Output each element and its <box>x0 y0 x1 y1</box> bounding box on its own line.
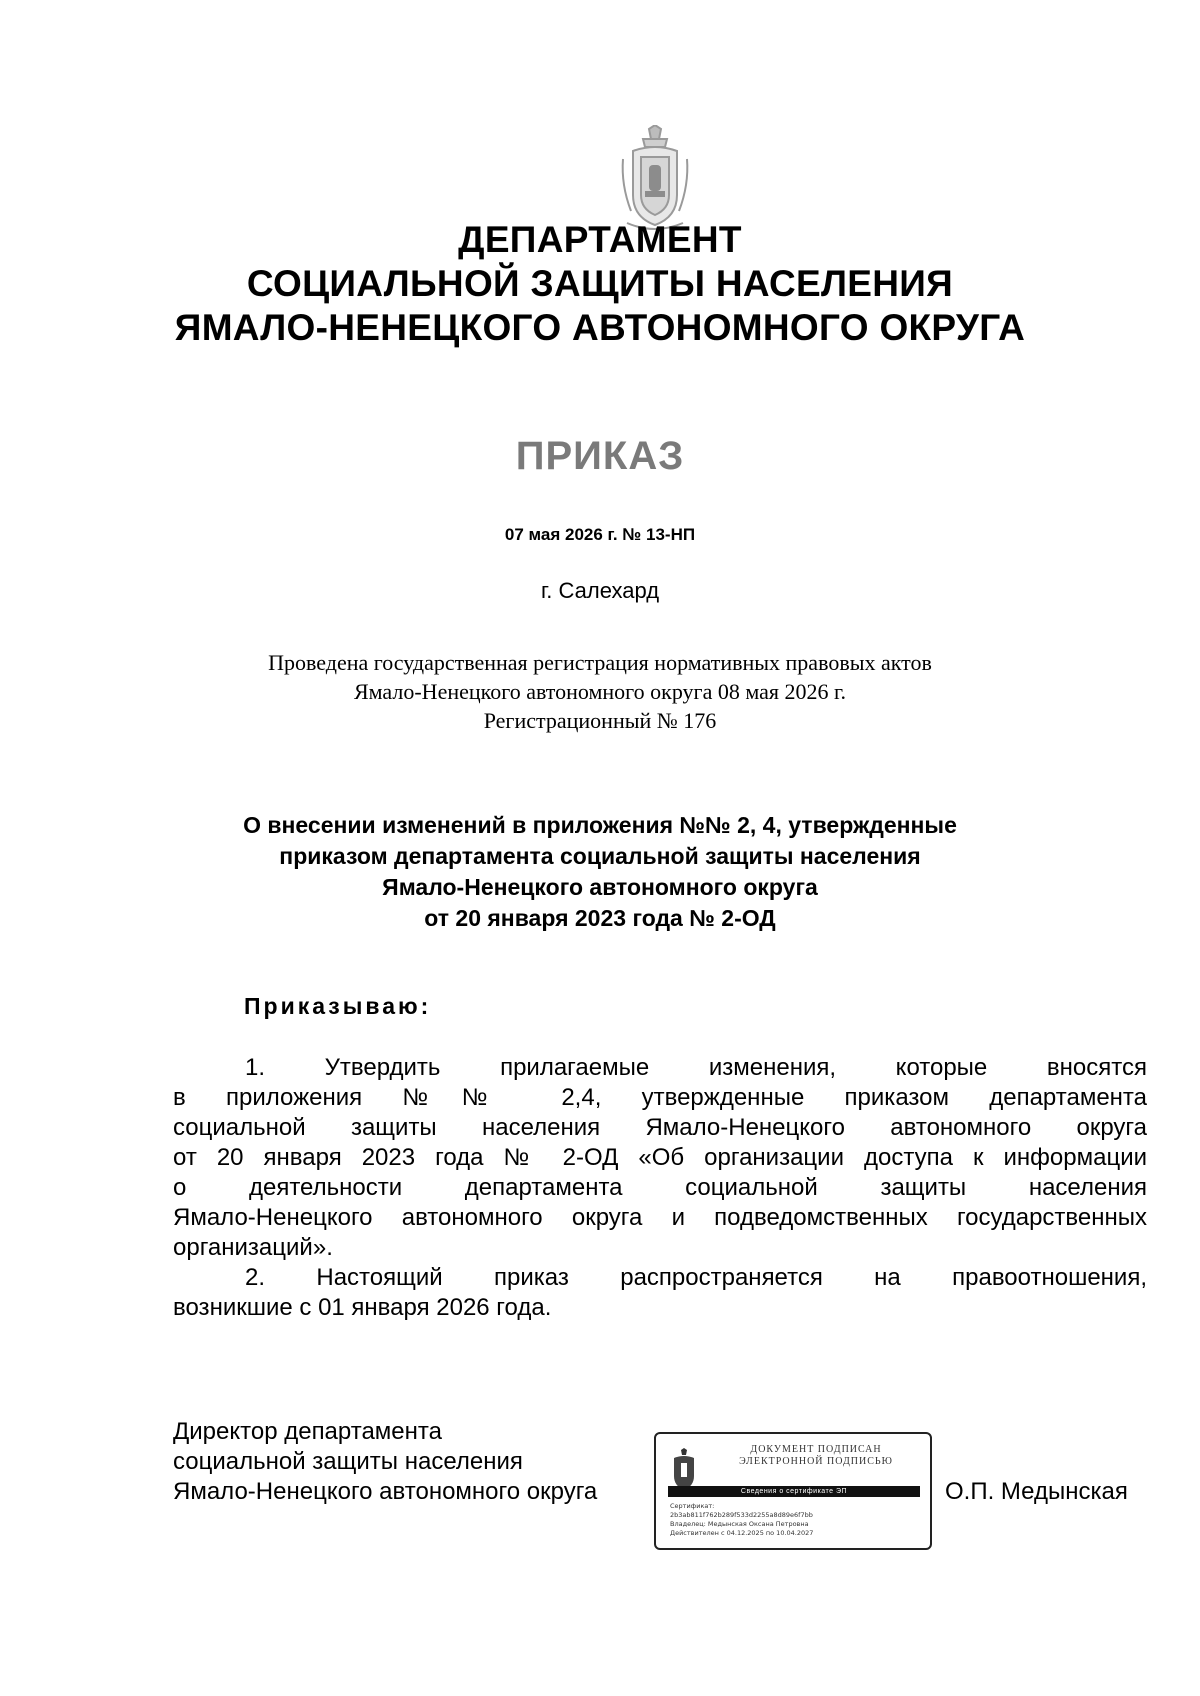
signer-position-line-2: социальной защиты населения <box>173 1448 523 1475</box>
order-word: Приказываю: <box>244 993 432 1019</box>
paragraph-1-line: социальной защиты населения Ямало-Ненецкого автономного округа <box>173 1114 1147 1141</box>
registration-line-3: Регистрационный № 176 <box>483 708 717 733</box>
paragraph-2-line: возникшие с 01 января 2026 года. <box>173 1294 552 1321</box>
document-type: ПРИКАЗ <box>515 434 685 478</box>
stamp-heading-line-1: ДОКУМЕНТ ПОДПИСАН <box>750 1444 882 1455</box>
stamp-validity: Действителен с 04.12.2025 по 10.04.2027 <box>670 1529 814 1537</box>
electronic-signature-stamp <box>654 1432 932 1550</box>
order-title-line-3: Ямало-Ненецкого автономного округа <box>382 874 818 900</box>
signer-position-line-1: Директор департамента <box>173 1418 442 1445</box>
paragraph-1-line: Ямало-Ненецкого автономного округа и подведомственных государственных <box>173 1204 1147 1231</box>
order-title-line-1: О внесении изменений в приложения №№ 2, 4, утвержденные <box>243 812 957 838</box>
registration-line-1: Проведена государственная регистрация нормативных правовых актов <box>268 650 932 675</box>
paragraph-2-line: 2. Настоящий приказ распространяется на правоотношения, <box>245 1264 1147 1291</box>
signer-position-line-3: Ямало-Ненецкого автономного округа <box>173 1478 598 1505</box>
stamp-owner: Владелец: Медынская Оксана Петровна <box>670 1520 809 1528</box>
stamp-heading-line-2: ЭЛЕКТРОННОЙ ПОДПИСЬЮ <box>739 1456 893 1467</box>
stamp-cert-label: Сертификат: <box>670 1502 715 1510</box>
department-name-line-1: ДЕПАРТАМЕНТ <box>458 219 742 260</box>
stamp-heading <box>706 1444 926 1468</box>
stamp-certificate-bar: Сведения о сертификате ЭП <box>668 1486 920 1497</box>
paragraph-1-line: о деятельности департамента социальной защиты населения <box>173 1174 1147 1201</box>
signer-name: О.П. Медынская <box>945 1478 1128 1505</box>
paragraph-1-line: 1. Утвердить прилагаемые изменения, которые вносятся <box>245 1054 1147 1081</box>
order-title-line-2: приказом департамента социальной защиты населения <box>279 843 921 869</box>
stamp-cert-number: 2b3ab811f762b289f533d2255a8d89e6f7bb <box>670 1511 813 1519</box>
order-title-line-4: от 20 января 2023 года № 2-ОД <box>424 905 776 931</box>
city: г. Салехард <box>540 578 660 603</box>
registration-line-2: Ямало-Ненецкого автономного округа 08 мая 2026 г. <box>353 679 847 704</box>
department-name-line-3: ЯМАЛО-НЕНЕЦКОГО АВТОНОМНОГО ОКРУГА <box>174 307 1026 348</box>
order-date-number: 07 мая 2026 г. № 13-НП <box>504 525 696 544</box>
paragraph-1-line: от 20 января 2023 года № 2-ОД «Об организации доступа к информации <box>173 1144 1147 1171</box>
paragraph-1-line: в приложения №№ 2,4, утвержденные приказом департамента <box>173 1084 1147 1111</box>
paragraph-1-line: организаций». <box>173 1234 333 1261</box>
department-name-line-2: СОЦИАЛЬНОЙ ЗАЩИТЫ НАСЕЛЕНИЯ <box>246 263 954 304</box>
